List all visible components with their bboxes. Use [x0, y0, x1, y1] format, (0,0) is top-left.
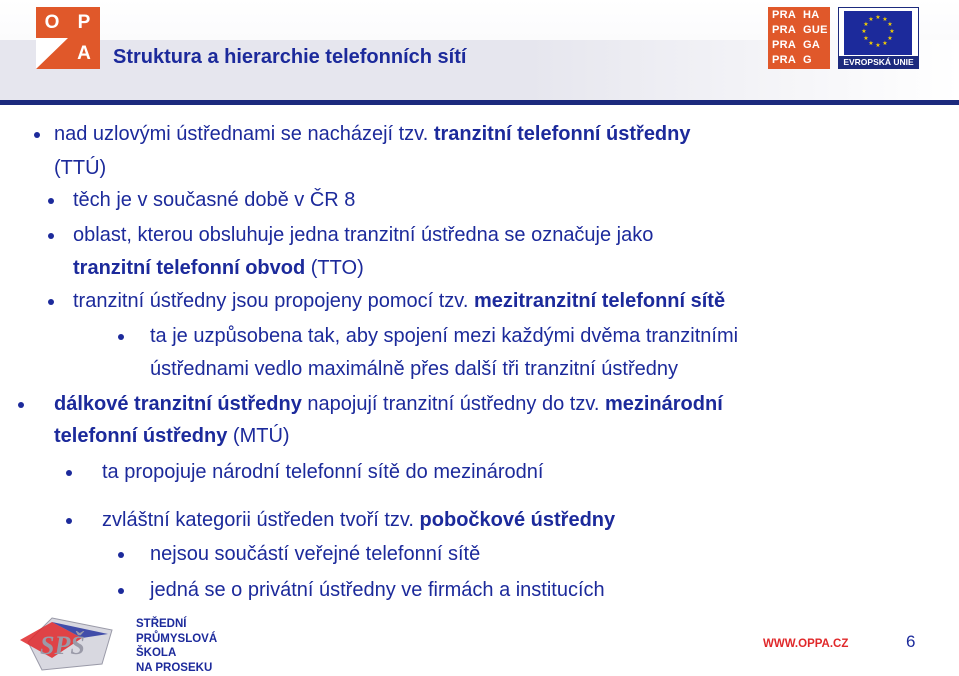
svg-text:★: ★ [868, 17, 874, 23]
svg-text:★: ★ [863, 22, 869, 28]
line-text: nejsou součástí veřejné telefonní sítě [150, 543, 481, 565]
bullet-line [150, 357, 678, 381]
oppa-logo-letter: O [36, 7, 68, 38]
footer-url-link[interactable]: WWW.OPPA.CZ [763, 638, 849, 650]
page-number: 6 [906, 632, 916, 651]
line-text: (TTO) [305, 257, 364, 279]
school-name [136, 617, 217, 675]
school-name-line: NA PROSEKU [136, 661, 213, 674]
praha-logo-text: GA [803, 39, 821, 51]
bold-term: telefonní ústředny [54, 425, 228, 447]
slide-title: Struktura a hierarchie telefonních sítí [113, 46, 467, 68]
bold-term: mezitranzitní telefonní sítě [473, 290, 726, 312]
svg-text:★: ★ [889, 29, 895, 35]
svg-text:★: ★ [875, 43, 881, 49]
oppa-logo-letter: P [68, 7, 100, 38]
line-text: těch je v současné době v ČR 8 [73, 189, 356, 211]
line-text: zvláštní kategorii ústředen tvoří tzv. [102, 509, 420, 531]
line-text: oblast, kterou obsluhuje jedna tranzitní ústředna se označuje jako [73, 224, 654, 246]
eu-logo [838, 7, 919, 69]
school-name-line: ŠKOLA [136, 647, 177, 659]
praha-logo-text: HA [803, 9, 820, 21]
bullet-line [54, 424, 290, 448]
svg-text:★: ★ [887, 22, 893, 28]
bold-term: dálkové tranzitní ústředny [54, 393, 302, 415]
line-text: tranzitní ústředny jsou propojeny pomocí tzv. [73, 290, 474, 312]
sps-school-logo [12, 612, 127, 672]
bullet-line [150, 542, 480, 566]
bullet-line [150, 578, 605, 602]
bullet-line [54, 156, 106, 180]
bullet-line [73, 256, 364, 280]
oppa-logo-triangle [36, 38, 68, 69]
school-name-line: PRŮMYSLOVÁ [136, 632, 218, 645]
praha-logo-text: GUE [803, 24, 828, 36]
line-text: jedná se o privátní ústředny ve firmách a institucích [150, 579, 605, 601]
bullet-icon [48, 198, 54, 204]
svg-text:★: ★ [882, 17, 888, 23]
svg-text:★: ★ [875, 15, 881, 21]
line-text: (MTÚ) [227, 425, 290, 447]
bullet-icon [66, 470, 72, 476]
bullet-line [73, 289, 725, 313]
bullet-line [150, 324, 738, 348]
line-text: (TTÚ) [54, 157, 107, 179]
bullet-line [102, 460, 543, 484]
praha-logo-text: PRA [772, 24, 797, 36]
svg-text:★: ★ [887, 36, 893, 42]
bullet-icon [118, 334, 124, 340]
praha-logo-text: PRA [772, 9, 797, 21]
bullet-icon [18, 402, 24, 408]
sps-logo-text: SPŠ [40, 631, 85, 660]
bullet-icon [48, 233, 54, 239]
bullet-line [73, 223, 653, 247]
bullet-icon [66, 518, 72, 524]
line-text: ústřednami vedlo maximálně přes další tři tranzitní ústředny [150, 358, 679, 380]
line-text: nad uzlovými ústřednami se nacházejí tzv. [54, 123, 434, 145]
bold-term: tranzitní telefonní ústředny [433, 123, 691, 145]
line-text: ta je uzpůsobena tak, aby spojení mezi každými dvěma tranzitními [150, 325, 739, 347]
svg-text:★: ★ [868, 41, 874, 47]
bold-term: pobočkové ústředny [419, 509, 616, 531]
praha-logo-text: G [803, 54, 812, 66]
bold-term: tranzitní telefonní obvod [73, 257, 306, 279]
svg-text:★: ★ [861, 29, 867, 35]
header-rule [0, 100, 959, 105]
bullet-icon [118, 588, 124, 594]
line-text: napojují tranzitní ústředny do tzv. [301, 393, 605, 415]
bullet-icon [48, 299, 54, 305]
svg-text:★: ★ [863, 36, 869, 42]
eu-label: EVROPSKÁ UNIE [839, 56, 918, 68]
eu-flag-icon [844, 11, 912, 55]
line-text: ta propojuje národní telefonní sítě do mezinárodní [102, 461, 544, 483]
bold-term: mezinárodní [604, 393, 723, 415]
bullet-line [73, 188, 355, 212]
svg-text:★: ★ [882, 41, 888, 47]
praha-logo-text: PRA [772, 54, 797, 66]
bullet-line [54, 122, 691, 146]
bullet-line [102, 508, 615, 532]
oppa-logo-letter: A [68, 38, 100, 69]
slide-header [0, 0, 959, 103]
praha-logo-text: PRA [772, 39, 797, 51]
bullet-line [54, 392, 723, 416]
bullet-icon [118, 552, 124, 558]
school-name-line: STŘEDNÍ [136, 618, 187, 630]
praha-logo [768, 7, 830, 69]
bullet-icon [34, 132, 40, 138]
